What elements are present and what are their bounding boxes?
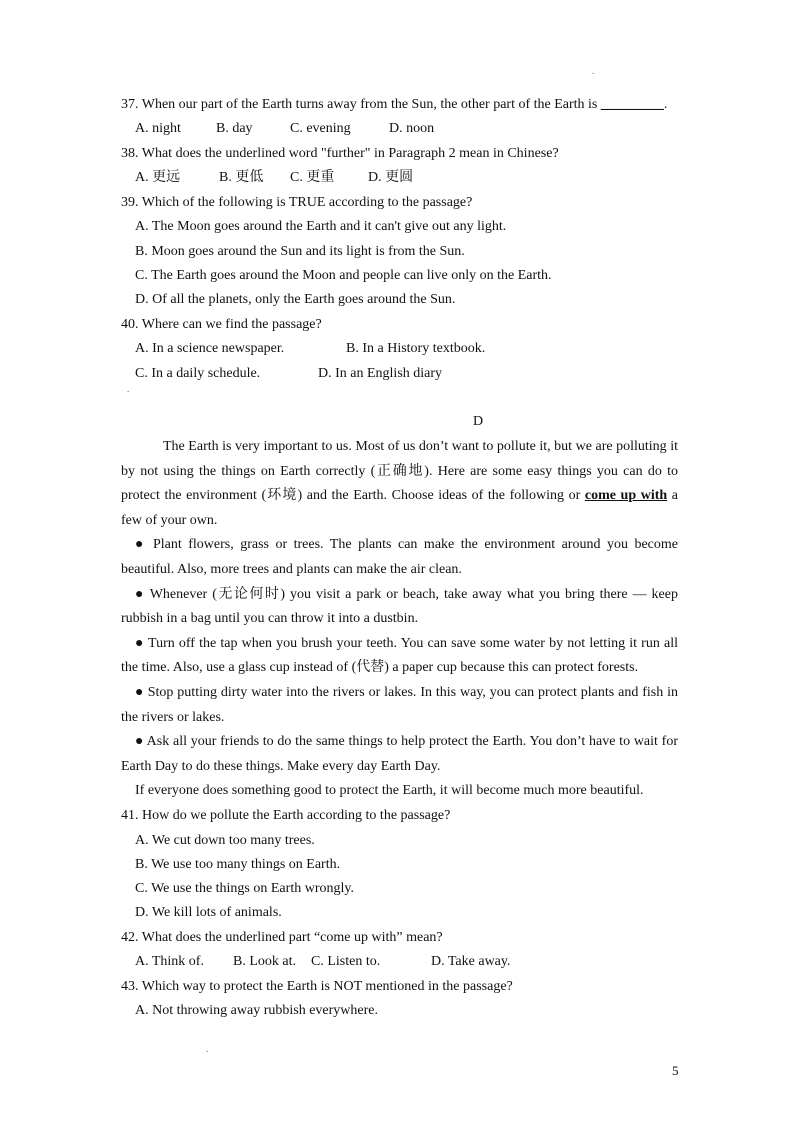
question-39-stem: 39. Which of the following is TRUE according to the passage? xyxy=(121,195,473,210)
margin-dot: . xyxy=(206,1044,209,1054)
option-38-a: A. 更远 xyxy=(135,170,181,185)
passage-d xyxy=(121,435,678,804)
answer-blank: _________ xyxy=(600,97,664,112)
option-40-b: B. In a History textbook. xyxy=(346,341,486,356)
section-d-title: D xyxy=(473,414,484,429)
option-42-d: D. Take away. xyxy=(431,954,511,969)
question-end: . xyxy=(663,97,668,112)
option-40-a: A. In a science newspaper. xyxy=(135,341,285,356)
question-text: 37. When our part of the Earth turns away from the Sun, the other part of the Earth is xyxy=(121,97,601,112)
passage-bullet: ● Turn off the tap when you brush your teeth. You can save some water by not letting it run all the time. Also, use a glass cup instead of (代替) a paper cup because this can protect forests. xyxy=(121,635,678,676)
question-41-stem: 41. How do we pollute the Earth according to the passage? xyxy=(121,808,451,823)
option-39-b: B. Moon goes around the Sun and its light is from the Sun. xyxy=(135,244,465,259)
question-42-stem: 42. What does the underlined part “come up with” mean? xyxy=(121,930,443,945)
question-38-stem: 38. What does the underlined word "further" in Paragraph 2 mean in Chinese? xyxy=(121,146,559,161)
passage-bullet: ● Plant flowers, grass or trees. The plants can make the environment around you become beautiful. Also, more trees and plants can make the air clean. xyxy=(121,537,678,577)
passage-intro xyxy=(121,435,678,533)
passage-bullet: ● Whenever (无论何时) you visit a park or beach, take away what you bring there — keep rubbish in a bag until you can throw it into a dustbin. xyxy=(121,586,678,627)
option-40-c: C. In a daily schedule. xyxy=(135,366,261,381)
passage-closing: If everyone does something good to protect the Earth, it will become much more beautiful. xyxy=(135,783,644,799)
option-43-a: A. Not throwing away rubbish everywhere. xyxy=(135,1003,378,1018)
option-37-a: A. night xyxy=(135,121,181,136)
question-40-stem: 40. Where can we find the passage? xyxy=(121,317,322,332)
passage-bullet: ● Ask all your friends to do the same things to help protect the Earth. You don’t have to wait for Earth Day to do these things. Make every day Earth Day. xyxy=(121,734,678,774)
option-38-b: B. 更低 xyxy=(219,170,264,185)
option-38-c: C. 更重 xyxy=(290,170,335,185)
option-42-a: A. Think of. xyxy=(135,954,204,969)
option-37-c: C. evening xyxy=(290,121,351,136)
underlined-phrase: come up with xyxy=(584,488,668,504)
option-42-b: B. Look at. xyxy=(233,954,296,969)
option-41-d: D. We kill lots of animals. xyxy=(135,905,282,920)
option-40-d: D. In an English diary xyxy=(318,366,443,381)
option-42-c: C. Listen to. xyxy=(311,954,381,969)
margin-dot: . xyxy=(592,66,595,76)
intro-text-end: a few of your own. xyxy=(121,488,678,528)
option-41-c: C. We use the things on Earth wrongly. xyxy=(135,881,354,896)
option-38-d: D. 更圆 xyxy=(368,170,414,185)
page-number: 5 xyxy=(672,1063,679,1078)
question-43-stem: 43. Which way to protect the Earth is NOT mentioned in the passage? xyxy=(121,979,513,994)
option-37-d: D. noon xyxy=(389,121,435,136)
option-39-a: A. The Moon goes around the Earth and it can't give out any light. xyxy=(135,219,507,234)
option-41-b: B. We use too many things on Earth. xyxy=(135,857,341,872)
option-39-d: D. Of all the planets, only the Earth goes around the Sun. xyxy=(135,292,456,307)
option-41-a: A. We cut down too many trees. xyxy=(135,833,315,848)
passage-bullet: ● Stop putting dirty water into the rivers or lakes. In this way, you can protect plants and fish in the rivers or lakes. xyxy=(121,684,678,725)
option-37-b: B. day xyxy=(216,121,253,136)
margin-dot: . xyxy=(127,384,130,394)
option-39-c: C. The Earth goes around the Moon and people can live only on the Earth. xyxy=(135,268,552,283)
question-37-stem xyxy=(121,95,667,115)
intro-text: The Earth is very important to us. Most of us don’t want to pollute it, but we are polluting it by not using the things on Earth correctly (正确地). Here are some easy things you can do to protect the environment (环境) and the Earth. Choose ideas of the following or xyxy=(121,439,678,504)
